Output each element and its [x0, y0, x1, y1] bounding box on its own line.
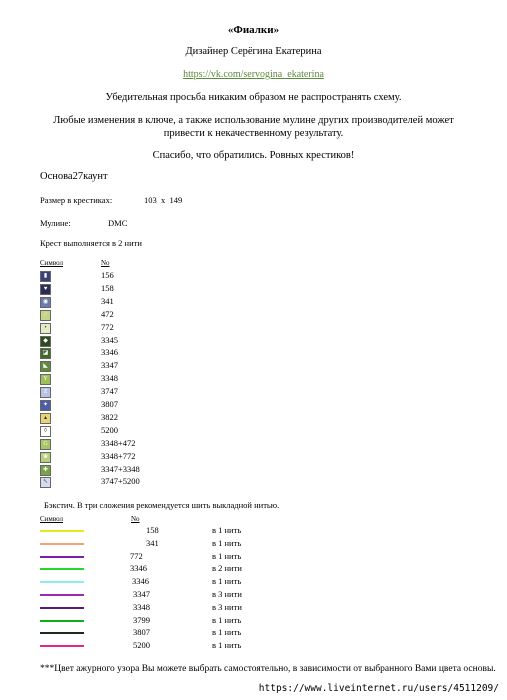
backstitch-number: 3807 [133, 627, 150, 638]
backstitch-strands: в 2 нити [212, 563, 242, 574]
page-title: «Фиалки» [227, 24, 280, 36]
footer-note: ***Цвет ажурного узора Вы можете выбрать самостоятельно, в зависимости от выбранного Вами цвета основы. [40, 664, 496, 674]
key-symbol-icon: ♥ [40, 284, 51, 295]
backstitch-number: 3346 [130, 563, 147, 574]
floss-value: DMC [108, 218, 128, 228]
backstitch-strands: в 3 нити [212, 601, 242, 612]
key-symbol-icon: ◣ [40, 361, 51, 372]
backstitch-number: 3347 [133, 589, 150, 599]
designer-name: Дизайнер Серёгина Екатерина [185, 46, 322, 57]
backstitch-line-swatch [40, 581, 84, 583]
backstitch-strands: в 1 нить [212, 550, 242, 561]
watermark: https://www.liveinternet.ru/users/4511209/ [258, 683, 499, 694]
warning-text [0, 114, 507, 140]
backstitch-line-swatch [40, 645, 84, 647]
thanks-text: Спасибо, что обратились. Ровных крестиков! [152, 150, 355, 161]
backstitch-number: 341 [146, 537, 159, 548]
backstitch-line-swatch [40, 594, 84, 596]
key-number: 158 [101, 282, 114, 293]
backstitch-line-swatch [40, 530, 84, 532]
backstitch-strands: в 1 нить [212, 525, 242, 535]
key-symbol-icon: ✦ [40, 400, 51, 411]
key-header-number: No [101, 259, 110, 267]
floss-label: Мулине: [40, 218, 71, 228]
key-symbol-icon: Ġ [40, 439, 51, 450]
fabric-count: Основа27каунт [40, 171, 108, 182]
backstitch-number: 158 [146, 525, 159, 535]
backstitch-line-swatch [40, 556, 84, 558]
backstitch-line-swatch [40, 632, 84, 634]
designer-link[interactable]: https://vk.com/servogina_ekaterina [183, 69, 324, 80]
backstitch-number: 772 [130, 550, 143, 561]
key-number: 3345 [101, 334, 118, 345]
key-number: 3807 [101, 399, 118, 409]
key-number: 3348+472 [101, 437, 136, 448]
size-label: Размер в крестиках: [40, 195, 113, 205]
backstitch-number: 3799 [133, 614, 150, 625]
request-text: Убедительная просьба никаким образом не распространять схему. [105, 92, 402, 103]
key-symbol-icon: ◪ [40, 348, 51, 359]
size-value: 103 x 149 [144, 195, 183, 205]
backstitch-line-swatch [40, 568, 84, 570]
key-number: 472 [101, 308, 114, 319]
key-number: 5200 [101, 424, 118, 435]
backstitch-number: 3346 [132, 576, 149, 587]
cross-note: Крест выполняется в 2 нити [40, 238, 142, 248]
key-symbol-icon: Z [40, 387, 51, 398]
backstitch-header-number: No [131, 515, 140, 523]
warning-line-1: Любые изменения в ключе, а также использование мулине других производителей может [53, 115, 454, 126]
key-number: 3347 [101, 360, 118, 371]
key-symbol-icon: ▴ [40, 413, 51, 424]
backstitch-strands: в 1 нить [212, 576, 242, 587]
key-number: 3348+772 [101, 450, 136, 461]
key-number: 3822 [101, 411, 118, 422]
key-number: 341 [101, 295, 114, 306]
key-number: 772 [101, 321, 114, 332]
key-number: 3747 [101, 386, 118, 397]
key-header-symbol: Символ [40, 259, 64, 267]
backstitch-line-swatch [40, 620, 84, 622]
backstitch-strands: в 1 нить [212, 627, 242, 638]
key-symbol-icon: ◆ [40, 336, 51, 347]
key-number: 3346 [101, 347, 118, 358]
key-symbol-icon: ↖ [40, 477, 51, 488]
backstitch-strands: в 1 нить [212, 537, 242, 548]
key-symbol-icon: ▮ [40, 271, 51, 282]
key-symbol-icon: ⁄ [40, 310, 51, 321]
backstitch-strands: в 1 нить [212, 614, 242, 625]
backstitch-header-symbol: Символ [40, 515, 64, 523]
key-symbol-icon: Y [40, 374, 51, 385]
backstitch-note: Бэкстич. В три сложения рекомендуется шить выкладной нитью. [44, 500, 280, 510]
key-number: 3347+3348 [101, 463, 140, 474]
backstitch-strands: в 3 нити [212, 589, 242, 599]
warning-line-2: привести к некачественному результату. [163, 128, 344, 139]
key-symbol-icon: ◊ [40, 426, 51, 437]
backstitch-number: 3348 [133, 601, 150, 612]
key-symbol-icon: ◉ [40, 297, 51, 308]
key-symbol-icon: • [40, 323, 51, 334]
key-number: 156 [101, 270, 114, 280]
backstitch-number: 5200 [133, 640, 150, 651]
key-symbol-icon: ✚ [40, 465, 51, 476]
backstitch-line-swatch [40, 607, 84, 609]
backstitch-strands: в 1 нить [212, 640, 242, 651]
key-number: 3747+5200 [101, 476, 140, 487]
key-number: 3348 [101, 373, 118, 384]
key-symbol-icon: ❀ [40, 452, 51, 463]
backstitch-line-swatch [40, 543, 84, 545]
